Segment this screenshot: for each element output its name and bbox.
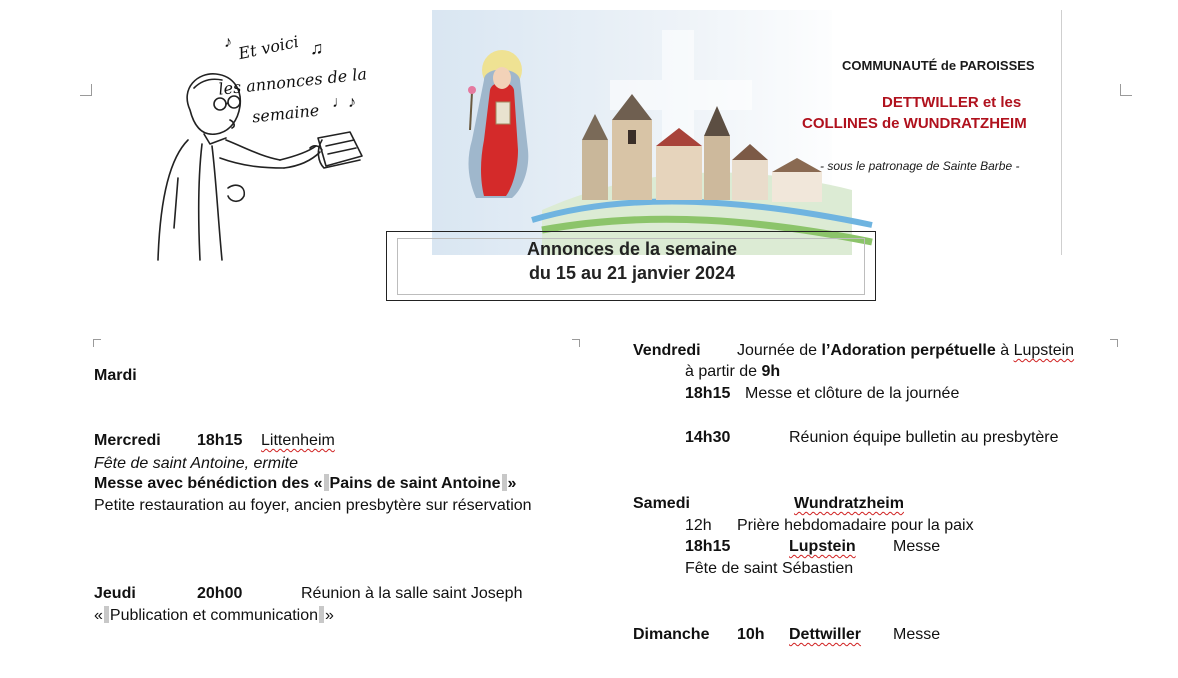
samedi-place: Wundratzheim	[794, 495, 904, 512]
dimanche-event: Messe	[893, 626, 941, 643]
quote-mark-space	[324, 474, 329, 491]
dimanche-time: 10h	[737, 626, 765, 643]
cartoon-caption-line3: semaine	[251, 100, 321, 127]
crop-mark	[1120, 84, 1132, 96]
jeudi-topic	[94, 606, 334, 626]
jeudi-event: Réunion à la salle saint Joseph	[301, 585, 523, 602]
vendredi-from-time: 9h	[761, 363, 781, 380]
vendredi-event2: Messe et clôture de la journée	[745, 385, 960, 402]
samedi-place2: Lupstein	[789, 538, 856, 555]
cartoon-caption-line2: les annonces de la	[217, 64, 368, 99]
mardi-day: Mardi	[94, 367, 137, 384]
music-note-icon: ♩♪	[332, 94, 356, 111]
mercredi-time: 18h15	[197, 432, 243, 449]
crop-mark	[1110, 339, 1118, 347]
jeudi-topic-text: Publication et communication	[109, 607, 319, 624]
vendredi-adoration: l’Adoration perpétuelle	[821, 342, 996, 359]
banner-community: COMMUNAUTÉ de PAROISSES	[842, 58, 1035, 73]
vendredi-event3: Réunion équipe bulletin au presbytère	[789, 429, 1059, 446]
samedi-time1: 12h	[685, 517, 712, 534]
jeudi-time: 20h00	[197, 585, 243, 602]
banner-name-line1: DETTWILLER et les	[882, 94, 1022, 111]
priest-cartoon	[150, 28, 380, 268]
parish-banner	[432, 10, 1062, 255]
quote-mark-space	[104, 606, 109, 623]
title-box	[386, 231, 876, 301]
quote-mark-space	[319, 606, 324, 623]
dimanche-day: Dimanche	[633, 626, 710, 643]
crop-mark	[572, 339, 580, 347]
banner-name-line2: COLLINES de WUNDRATZHEIM	[802, 115, 1027, 132]
jeudi-open-quote: «	[94, 607, 103, 624]
jeudi-close-quote: »	[325, 607, 334, 624]
vendredi-day: Vendredi	[633, 342, 701, 359]
dimanche-place: Dettwiller	[789, 626, 862, 643]
mercredi-mass-suffix: »	[507, 475, 517, 492]
priest-drawing-icon	[150, 28, 380, 268]
vendredi-from-text: à partir de	[685, 363, 758, 380]
vendredi-place: Lupstein	[1013, 342, 1075, 359]
title-line2: du 15 au 21 janvier 2024	[528, 263, 736, 283]
samedi-event2: Messe	[893, 538, 941, 555]
mercredi-place: Littenheim	[261, 432, 335, 449]
vendredi-time2: 18h15	[685, 385, 731, 402]
music-note-icon: ♫	[310, 38, 324, 58]
mercredi-mass-prefix: Messe avec bénédiction des «	[94, 475, 323, 492]
vendredi-line1	[737, 341, 1074, 361]
mercredi-feast: Fête de saint Antoine, ermite	[94, 455, 298, 472]
crop-mark	[93, 339, 101, 347]
samedi-event1: Prière hebdomadaire pour la paix	[737, 517, 974, 534]
cartoon-caption-line1: Et voici	[236, 31, 301, 64]
mercredi-day: Mercredi	[94, 432, 161, 449]
jeudi-day: Jeudi	[94, 585, 136, 602]
music-note-icon: ♪	[224, 34, 232, 51]
mercredi-note: Petite restauration au foyer, ancien presbytère sur réservation	[94, 497, 532, 514]
church-landscape-icon	[432, 10, 1062, 255]
samedi-day: Samedi	[633, 495, 690, 512]
banner-patronage: - sous le patronage de Sainte Barbe -	[820, 159, 1020, 173]
quote-mark-space	[502, 474, 507, 491]
vendredi-text-a: à	[1000, 342, 1010, 359]
samedi-feast: Fête de saint Sébastien	[685, 560, 854, 577]
vendredi-line2	[685, 362, 780, 382]
mercredi-mass	[94, 474, 516, 494]
vendredi-time3: 14h30	[685, 429, 731, 446]
samedi-time2: 18h15	[685, 538, 731, 555]
crop-mark	[80, 84, 92, 96]
mercredi-mass-name: Pains de saint Antoine	[329, 475, 501, 492]
title-line1: Annonces de la semaine	[526, 239, 738, 259]
vendredi-text-before: Journée de	[737, 342, 818, 359]
